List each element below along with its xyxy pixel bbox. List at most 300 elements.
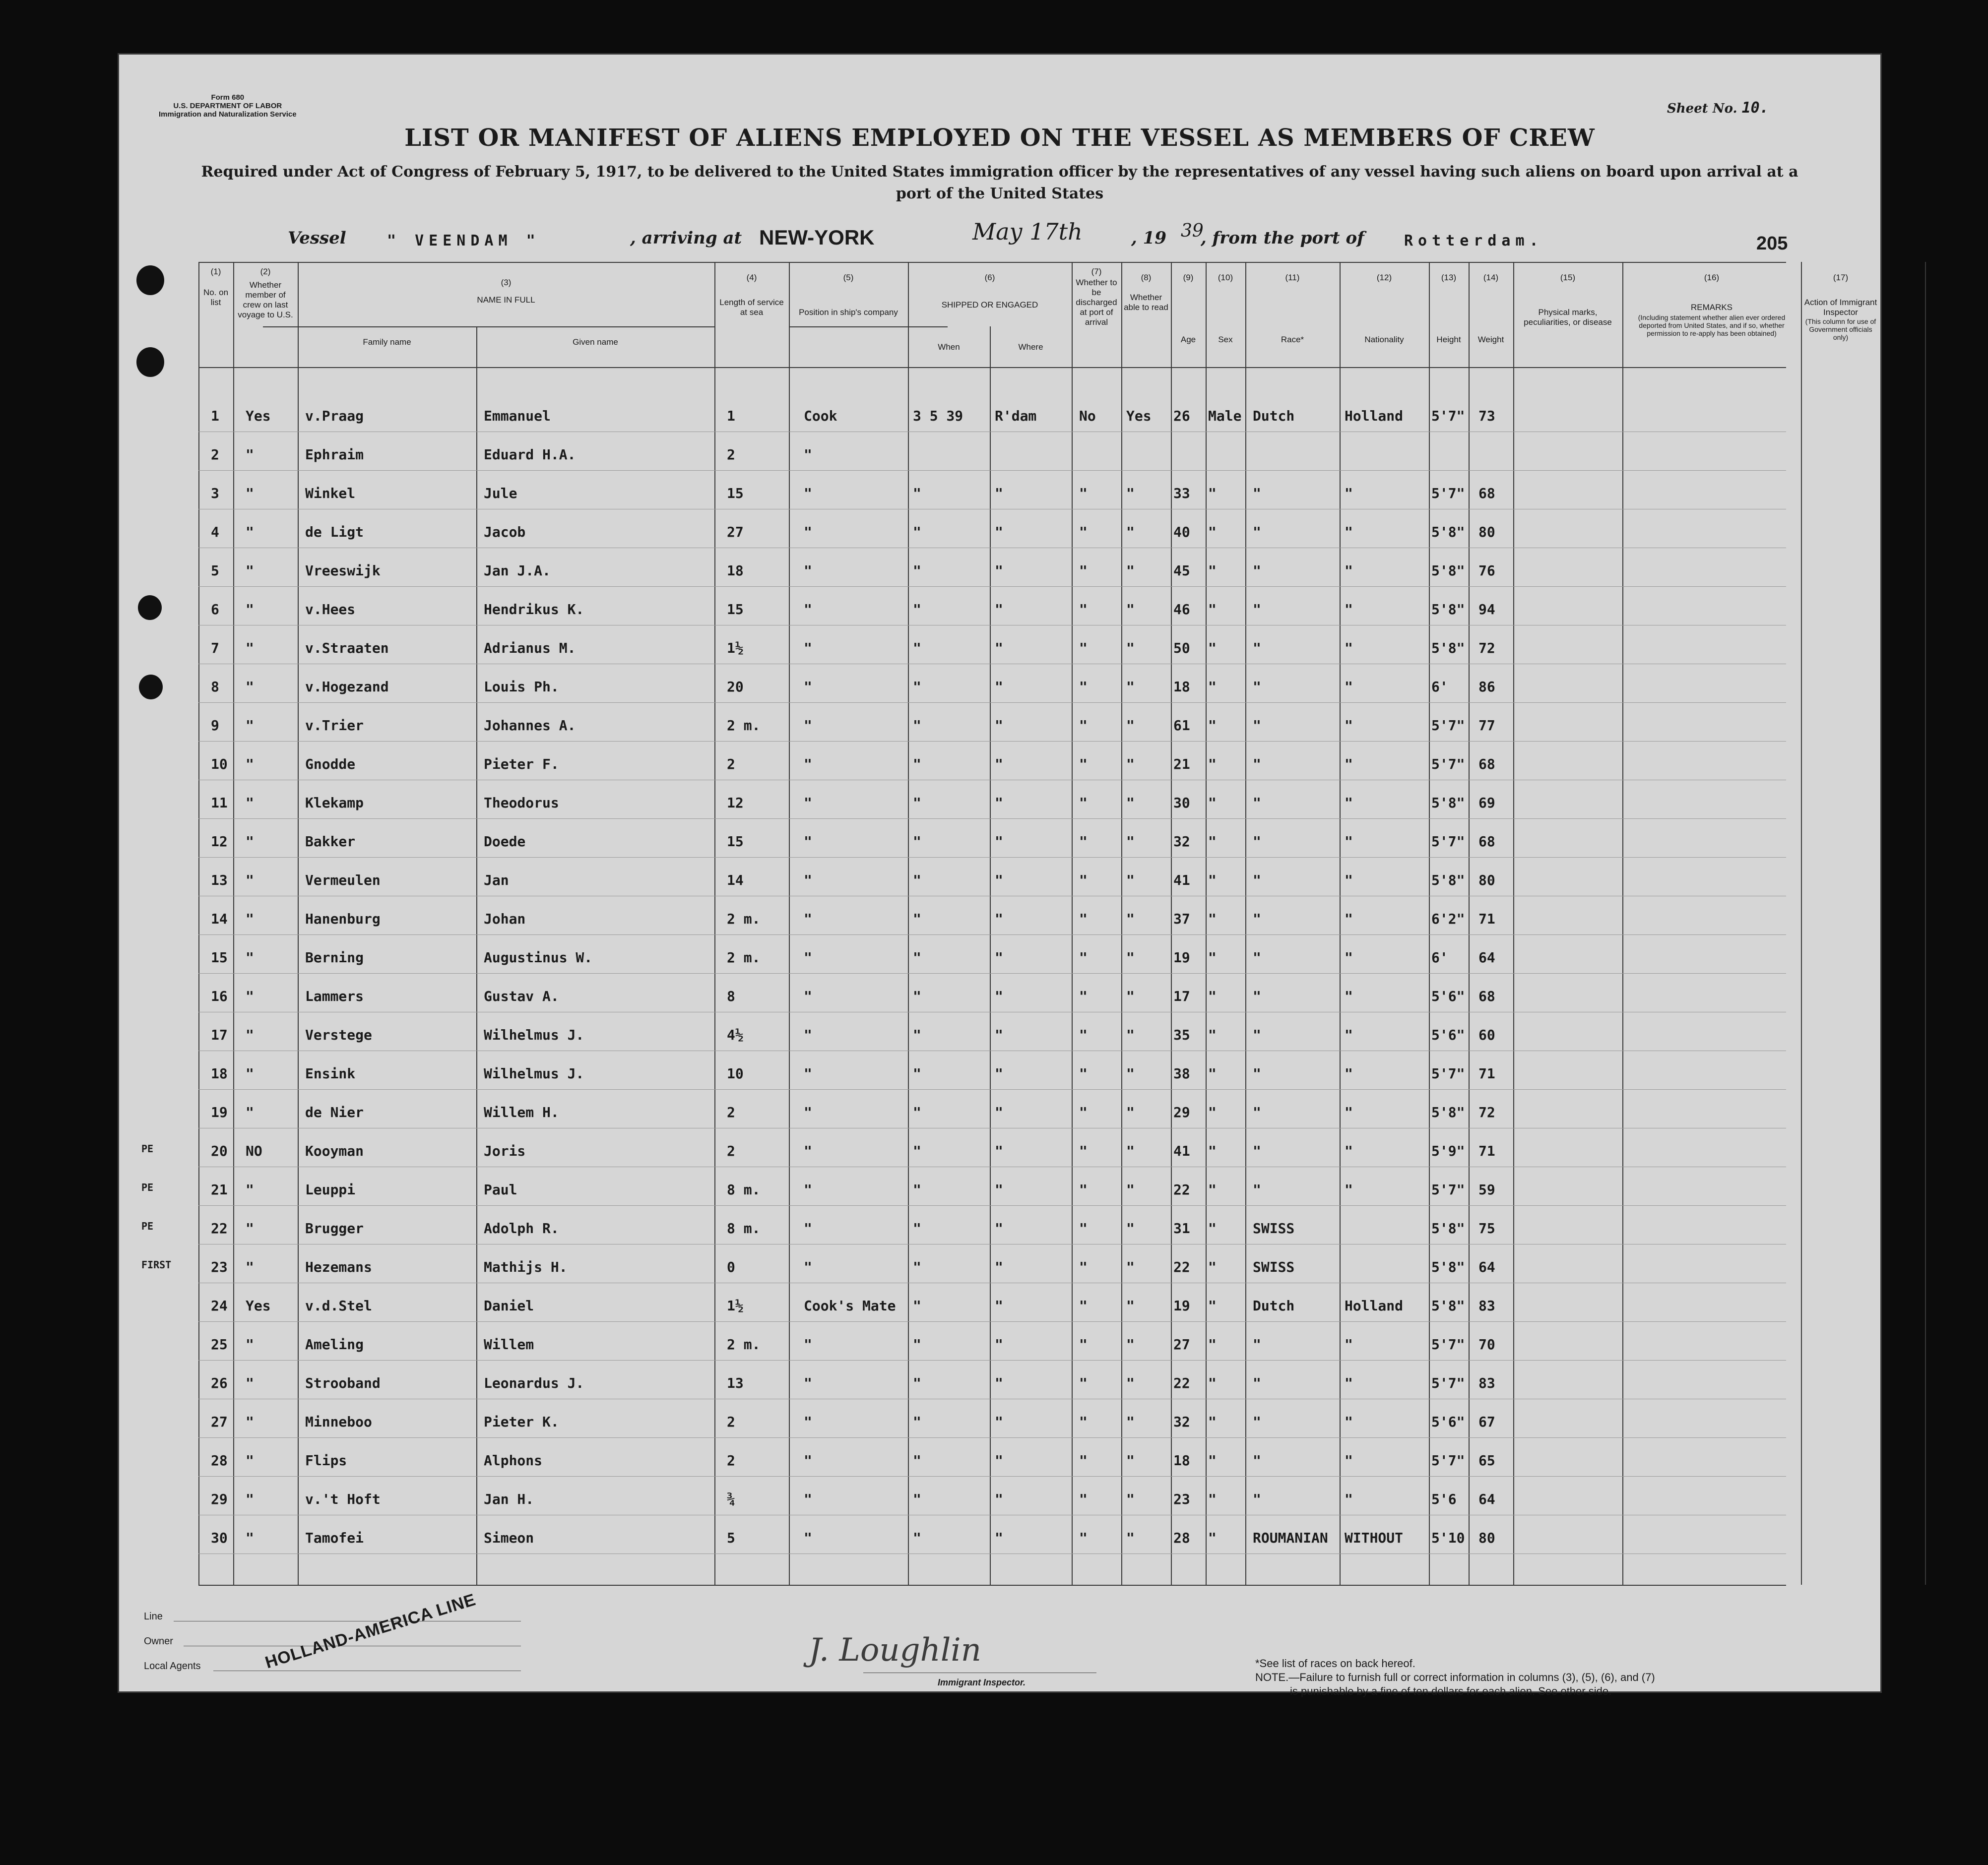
col11-number: (11)	[1285, 273, 1300, 282]
row-age: 37	[1173, 911, 1190, 927]
form-number: Form 680	[211, 93, 245, 102]
penalty-note-1: NOTE.—Failure to furnish full or correct information in columns (3), (5), (6), and (7)	[1255, 1671, 1655, 1683]
row-weight: 72	[1478, 640, 1495, 656]
row-height: 5'7"	[1431, 1375, 1465, 1391]
row-crew-status: "	[246, 1530, 254, 1546]
row-shipped-where: "	[995, 756, 1003, 772]
col2-number: (2)	[260, 267, 271, 276]
row-margin-note: FIRST	[141, 1259, 172, 1271]
row-number: 21	[211, 1181, 228, 1198]
row-nationality: "	[1345, 1027, 1353, 1043]
row-service-length: 18	[727, 562, 744, 579]
row-age: 22	[1173, 1375, 1190, 1391]
row-age: 61	[1173, 717, 1190, 734]
col12-header: Nationality	[1364, 335, 1404, 344]
col1-number: (1)	[210, 267, 221, 276]
row-crew-status: "	[246, 1181, 254, 1198]
row-number: 12	[211, 833, 228, 850]
row-race: "	[1253, 717, 1261, 734]
row-family-name: Hanenburg	[305, 911, 381, 927]
row-position: "	[804, 949, 812, 966]
row-shipped-where: "	[995, 1259, 1003, 1275]
column-divider	[233, 262, 234, 1585]
row-race: "	[1253, 1065, 1261, 1082]
row-family-name: Ephraim	[305, 446, 364, 463]
row-position: Cook	[804, 408, 837, 424]
row-family-name: Tamofei	[305, 1530, 364, 1546]
row-given-name: Johan	[484, 911, 526, 927]
row-given-name: Joris	[484, 1143, 526, 1159]
row-race: Dutch	[1253, 408, 1295, 424]
row-shipped-where: "	[995, 1414, 1003, 1430]
row-margin-note: PE	[141, 1220, 154, 1232]
row-shipped-where: "	[995, 833, 1003, 850]
row-discharged: "	[1079, 911, 1088, 927]
manifest-title: LIST OR MANIFEST OF ALIENS EMPLOYED ON THE VESSEL AS MEMBERS OF CREW	[404, 124, 1595, 152]
row-family-name: v.Hees	[305, 601, 356, 618]
row-shipped-where: "	[995, 795, 1003, 811]
row-race: "	[1253, 1181, 1261, 1198]
column-divider	[1801, 262, 1802, 1585]
col6-when-header: When	[938, 342, 960, 352]
row-rule	[198, 1321, 1786, 1322]
arriving-label: , arriving at	[630, 228, 742, 248]
row-service-length: 8 m.	[727, 1220, 761, 1237]
row-weight: 94	[1478, 601, 1495, 618]
row-height: 5'6"	[1431, 988, 1465, 1004]
row-shipped-when: "	[913, 562, 921, 579]
col10-number: (10)	[1218, 273, 1233, 282]
row-shipped-when: "	[913, 1336, 921, 1353]
row-shipped-where: "	[995, 485, 1003, 501]
row-position: "	[804, 485, 812, 501]
row-crew-status: "	[246, 1452, 254, 1469]
row-height: 5'7"	[1431, 1181, 1465, 1198]
row-position: "	[804, 756, 812, 772]
row-shipped-when: "	[913, 485, 921, 501]
row-number: 3	[211, 485, 219, 501]
col3-number: (3)	[501, 278, 512, 287]
row-race: "	[1253, 1452, 1261, 1469]
row-height: 5'9"	[1431, 1143, 1465, 1159]
vessel-label: Vessel	[288, 228, 346, 248]
owner-label: Owner	[144, 1636, 173, 1647]
row-given-name: Jan J.A.	[484, 562, 551, 579]
row-position: "	[804, 1375, 812, 1391]
row-shipped-where: "	[995, 640, 1003, 656]
row-crew-status: Yes	[246, 408, 271, 424]
row-position: "	[804, 1104, 812, 1120]
row-sex: "	[1208, 640, 1217, 656]
row-discharged: "	[1079, 1220, 1088, 1237]
row-crew-status: "	[246, 756, 254, 772]
row-family-name: Vreeswijk	[305, 562, 381, 579]
column-divider	[198, 262, 199, 1585]
name-subheader-line	[263, 326, 714, 327]
row-nationality: "	[1345, 562, 1353, 579]
row-discharged: "	[1079, 988, 1088, 1004]
row-number: 30	[211, 1530, 228, 1546]
row-service-length: 20	[727, 679, 744, 695]
row-shipped-when: "	[913, 1220, 921, 1237]
row-crew-status: "	[246, 1104, 254, 1120]
row-shipped-where: "	[995, 1452, 1003, 1469]
row-able-to-read: "	[1126, 485, 1135, 501]
row-age: 41	[1173, 1143, 1190, 1159]
row-number: 15	[211, 949, 228, 966]
col3-header: NAME IN FULL	[477, 295, 535, 305]
row-family-name: v.d.Stel	[305, 1298, 372, 1314]
row-number: 20	[211, 1143, 228, 1159]
col14-number: (14)	[1483, 273, 1499, 282]
row-nationality: "	[1345, 872, 1353, 888]
row-position: "	[804, 1414, 812, 1430]
punch-hole	[136, 347, 164, 377]
row-family-name: v.Straaten	[305, 640, 389, 656]
row-rule	[198, 857, 1786, 858]
row-age: 29	[1173, 1104, 1190, 1120]
row-family-name: de Nier	[305, 1104, 364, 1120]
col7-number: (7)	[1091, 267, 1102, 276]
row-able-to-read: Yes	[1126, 408, 1152, 424]
manifest-sheet	[119, 55, 1880, 1697]
col3-family-header: Family name	[363, 337, 411, 347]
row-weight: 80	[1478, 872, 1495, 888]
row-number: 22	[211, 1220, 228, 1237]
row-weight: 70	[1478, 1336, 1495, 1353]
column-divider	[1121, 262, 1122, 1585]
row-discharged: "	[1079, 562, 1088, 579]
inspector-signature: J. Loughlin	[809, 1632, 981, 1669]
row-crew-status: "	[246, 679, 254, 695]
row-shipped-when: "	[913, 679, 921, 695]
row-family-name: v.Praag	[305, 408, 364, 424]
row-discharged: No	[1079, 408, 1096, 424]
row-age: 28	[1173, 1530, 1190, 1546]
row-shipped-when: "	[913, 524, 921, 540]
row-number: 28	[211, 1452, 228, 1469]
col16-subheader: (Including statement whether alien ever ordered deported from United States, and if so, whether permission to re-apply has been obtained)	[1638, 313, 1786, 337]
row-number: 13	[211, 872, 228, 888]
col13-header: Height	[1436, 335, 1461, 344]
row-race: "	[1253, 833, 1261, 850]
row-service-length: 2 m.	[727, 949, 761, 966]
row-weight: 83	[1478, 1375, 1495, 1391]
row-race: "	[1253, 485, 1261, 501]
row-weight: 80	[1478, 524, 1495, 540]
row-shipped-where: "	[995, 1220, 1003, 1237]
row-number: 19	[211, 1104, 228, 1120]
row-able-to-read: "	[1126, 601, 1135, 618]
row-weight: 68	[1478, 833, 1495, 850]
row-shipped-when: "	[913, 1375, 921, 1391]
row-discharged: "	[1079, 717, 1088, 734]
col6-where-header: Where	[1018, 342, 1043, 352]
row-race: "	[1253, 1143, 1261, 1159]
row-family-name: Hezemans	[305, 1259, 372, 1275]
row-age: 40	[1173, 524, 1190, 540]
row-rule	[198, 1476, 1786, 1477]
row-shipped-where: "	[995, 1065, 1003, 1082]
row-weight: 73	[1478, 408, 1495, 424]
row-nationality: "	[1345, 756, 1353, 772]
row-shipped-when: "	[913, 1259, 921, 1275]
row-weight: 68	[1478, 485, 1495, 501]
row-family-name: Vermeulen	[305, 872, 381, 888]
punch-hole	[136, 265, 164, 295]
row-race: "	[1253, 640, 1261, 656]
row-nationality: WITHOUT	[1345, 1530, 1404, 1546]
row-discharged: "	[1079, 524, 1088, 540]
row-crew-status: "	[246, 911, 254, 927]
row-height: 6'	[1431, 949, 1448, 966]
row-position: "	[804, 911, 812, 927]
row-sex: "	[1208, 949, 1217, 966]
row-shipped-when: "	[913, 1452, 921, 1469]
row-age: 21	[1173, 756, 1190, 772]
column-divider	[1171, 262, 1172, 1585]
row-able-to-read: "	[1126, 562, 1135, 579]
row-family-name: Verstege	[305, 1027, 372, 1043]
row-family-name: Ensink	[305, 1065, 356, 1082]
row-nationality: "	[1345, 1375, 1353, 1391]
row-able-to-read: "	[1126, 949, 1135, 966]
row-service-length: 14	[727, 872, 744, 888]
row-service-length: 12	[727, 795, 744, 811]
row-shipped-when: "	[913, 601, 921, 618]
row-weight: 71	[1478, 1065, 1495, 1082]
row-height: 5'8"	[1431, 562, 1465, 579]
row-race: "	[1253, 562, 1261, 579]
col17-header-group	[1801, 273, 1880, 341]
column-divider	[908, 262, 909, 1585]
row-shipped-when: "	[913, 1414, 921, 1430]
row-shipped-when: "	[913, 1181, 921, 1198]
row-rule	[198, 470, 1786, 471]
row-shipped-where: "	[995, 601, 1003, 618]
col17-number: (17)	[1833, 273, 1849, 282]
row-crew-status: "	[246, 1491, 254, 1507]
row-nationality: "	[1345, 524, 1353, 540]
row-given-name: Simeon	[484, 1530, 534, 1546]
row-rule	[198, 934, 1786, 935]
service-name: Immigration and Naturalization Service	[159, 110, 297, 119]
row-discharged: "	[1079, 1259, 1088, 1275]
row-number: 14	[211, 911, 228, 927]
row-sex: "	[1208, 717, 1217, 734]
row-discharged: "	[1079, 601, 1088, 618]
row-race: "	[1253, 1027, 1261, 1043]
row-sex: "	[1208, 1181, 1217, 1198]
vessel-line	[288, 228, 346, 248]
col15-header: Physical marks, peculiarities, or disease	[1524, 308, 1612, 327]
row-sex: "	[1208, 795, 1217, 811]
row-weight: 68	[1478, 756, 1495, 772]
row-able-to-read: "	[1126, 1491, 1135, 1507]
row-age: 18	[1173, 1452, 1190, 1469]
row-age: 45	[1173, 562, 1190, 579]
row-sex: "	[1208, 562, 1217, 579]
row-discharged: "	[1079, 679, 1088, 695]
row-age: 23	[1173, 1491, 1190, 1507]
row-family-name: Klekamp	[305, 795, 364, 811]
col17-header: Action of Immigrant Inspector	[1804, 298, 1877, 317]
col11-header: Race*	[1281, 335, 1304, 344]
row-crew-status: "	[246, 524, 254, 540]
row-race: "	[1253, 1375, 1261, 1391]
row-crew-status: "	[246, 1027, 254, 1043]
row-rule	[198, 1360, 1786, 1361]
row-race: "	[1253, 524, 1261, 540]
row-shipped-when: "	[913, 1530, 921, 1546]
row-given-name: Jan H.	[484, 1491, 534, 1507]
row-crew-status: "	[246, 833, 254, 850]
row-shipped-when: "	[913, 640, 921, 656]
company-stamp: HOLLAND-AMERICA LINE	[263, 1590, 478, 1673]
row-position: "	[804, 833, 812, 850]
col1-header: No. on list	[203, 288, 229, 307]
row-nationality: "	[1345, 717, 1353, 734]
row-able-to-read: "	[1126, 1375, 1135, 1391]
column-divider	[1429, 262, 1430, 1585]
row-sex: "	[1208, 601, 1217, 618]
row-discharged: "	[1079, 1143, 1088, 1159]
row-position: "	[804, 717, 812, 734]
row-discharged: "	[1079, 795, 1088, 811]
column-divider	[1206, 262, 1207, 1585]
row-age: 22	[1173, 1181, 1190, 1198]
row-rule	[198, 1089, 1786, 1090]
row-height: 5'8"	[1431, 1298, 1465, 1314]
row-shipped-where: "	[995, 1336, 1003, 1353]
row-height: 5'7"	[1431, 485, 1465, 501]
row-family-name: de Ligt	[305, 524, 364, 540]
row-nationality: "	[1345, 679, 1353, 695]
row-sex: "	[1208, 1375, 1217, 1391]
row-sex: "	[1208, 679, 1217, 695]
row-shipped-when: "	[913, 911, 921, 927]
row-race: ROUMANIAN	[1253, 1530, 1328, 1546]
row-number: 11	[211, 795, 228, 811]
row-margin-note: PE	[141, 1143, 154, 1155]
row-nationality: "	[1345, 1491, 1353, 1507]
row-family-name: Lammers	[305, 988, 364, 1004]
row-nationality: "	[1345, 988, 1353, 1004]
row-sex: "	[1208, 988, 1217, 1004]
row-number: 9	[211, 717, 219, 734]
row-height: 5'7"	[1431, 756, 1465, 772]
row-shipped-where: "	[995, 1104, 1003, 1120]
row-age: 30	[1173, 795, 1190, 811]
vessel-name: " VEENDAM "	[387, 232, 540, 249]
row-discharged: "	[1079, 1104, 1088, 1120]
col15-number: (15)	[1560, 273, 1576, 282]
col5-number: (5)	[843, 273, 854, 282]
row-nationality: "	[1345, 1181, 1353, 1198]
row-position: "	[804, 524, 812, 540]
row-rule	[198, 586, 1786, 587]
row-shipped-where: "	[995, 949, 1003, 966]
row-weight: 64	[1478, 1259, 1495, 1275]
row-service-length: 2 m.	[727, 717, 761, 734]
inspector-label: Immigrant Inspector.	[938, 1678, 1026, 1687]
row-family-name: Minneboo	[305, 1414, 372, 1430]
row-discharged: "	[1079, 1452, 1088, 1469]
row-race: "	[1253, 1414, 1261, 1430]
row-given-name: Augustinus W.	[484, 949, 593, 966]
row-number: 6	[211, 601, 219, 618]
col8-header: Whether able to read	[1124, 293, 1168, 312]
row-sex: "	[1208, 1065, 1217, 1082]
row-race: SWISS	[1253, 1220, 1295, 1237]
row-race: "	[1253, 988, 1261, 1004]
row-crew-status: "	[246, 1336, 254, 1353]
row-shipped-when: "	[913, 1027, 921, 1043]
row-discharged: "	[1079, 1336, 1088, 1353]
row-family-name: Ameling	[305, 1336, 364, 1353]
row-nationality: "	[1345, 1143, 1353, 1159]
row-given-name: Adolph R.	[484, 1220, 559, 1237]
row-given-name: Jan	[484, 872, 509, 888]
row-race: "	[1253, 872, 1261, 888]
col16-header: REMARKS	[1690, 303, 1733, 312]
row-family-name: Kooyman	[305, 1143, 364, 1159]
col8-number: (8)	[1141, 273, 1152, 282]
row-number: 25	[211, 1336, 228, 1353]
row-weight: 64	[1478, 1491, 1495, 1507]
row-nationality: "	[1345, 1336, 1353, 1353]
row-shipped-when: "	[913, 756, 921, 772]
row-race: "	[1253, 949, 1261, 966]
row-race: Dutch	[1253, 1298, 1295, 1314]
column-divider	[1245, 262, 1246, 1585]
col17-subheader: (This column for use of Government officials only)	[1805, 317, 1876, 341]
row-sex: "	[1208, 1220, 1217, 1237]
row-race: "	[1253, 679, 1261, 695]
row-shipped-where: R'dam	[995, 408, 1037, 424]
row-race: "	[1253, 756, 1261, 772]
row-nationality: "	[1345, 1104, 1353, 1120]
row-nationality: "	[1345, 1452, 1353, 1469]
row-service-length: 8 m.	[727, 1181, 761, 1198]
row-number: 29	[211, 1491, 228, 1507]
department-name: U.S. DEPARTMENT OF LABOR	[173, 102, 282, 110]
row-able-to-read: "	[1126, 833, 1135, 850]
row-shipped-where: "	[995, 1143, 1003, 1159]
row-position: "	[804, 1491, 812, 1507]
table-bottom-border	[198, 1585, 1786, 1586]
row-sex: "	[1208, 1027, 1217, 1043]
row-age: 26	[1173, 408, 1190, 424]
row-service-length: 1	[727, 408, 735, 424]
row-family-name: Gnodde	[305, 756, 356, 772]
row-given-name: Willem	[484, 1336, 534, 1353]
row-service-length: 15	[727, 485, 744, 501]
row-sex: Male	[1208, 408, 1242, 424]
row-discharged: "	[1079, 1181, 1088, 1198]
row-sex: "	[1208, 756, 1217, 772]
row-position: "	[804, 1452, 812, 1469]
row-service-length: 10	[727, 1065, 744, 1082]
row-sex: "	[1208, 1104, 1217, 1120]
row-height: 5'8"	[1431, 601, 1465, 618]
row-able-to-read: "	[1126, 1259, 1135, 1275]
row-able-to-read: "	[1126, 1336, 1135, 1353]
row-number: 2	[211, 446, 219, 463]
row-height: 6'2"	[1431, 911, 1465, 927]
row-age: 35	[1173, 1027, 1190, 1043]
row-age: 19	[1173, 1298, 1190, 1314]
